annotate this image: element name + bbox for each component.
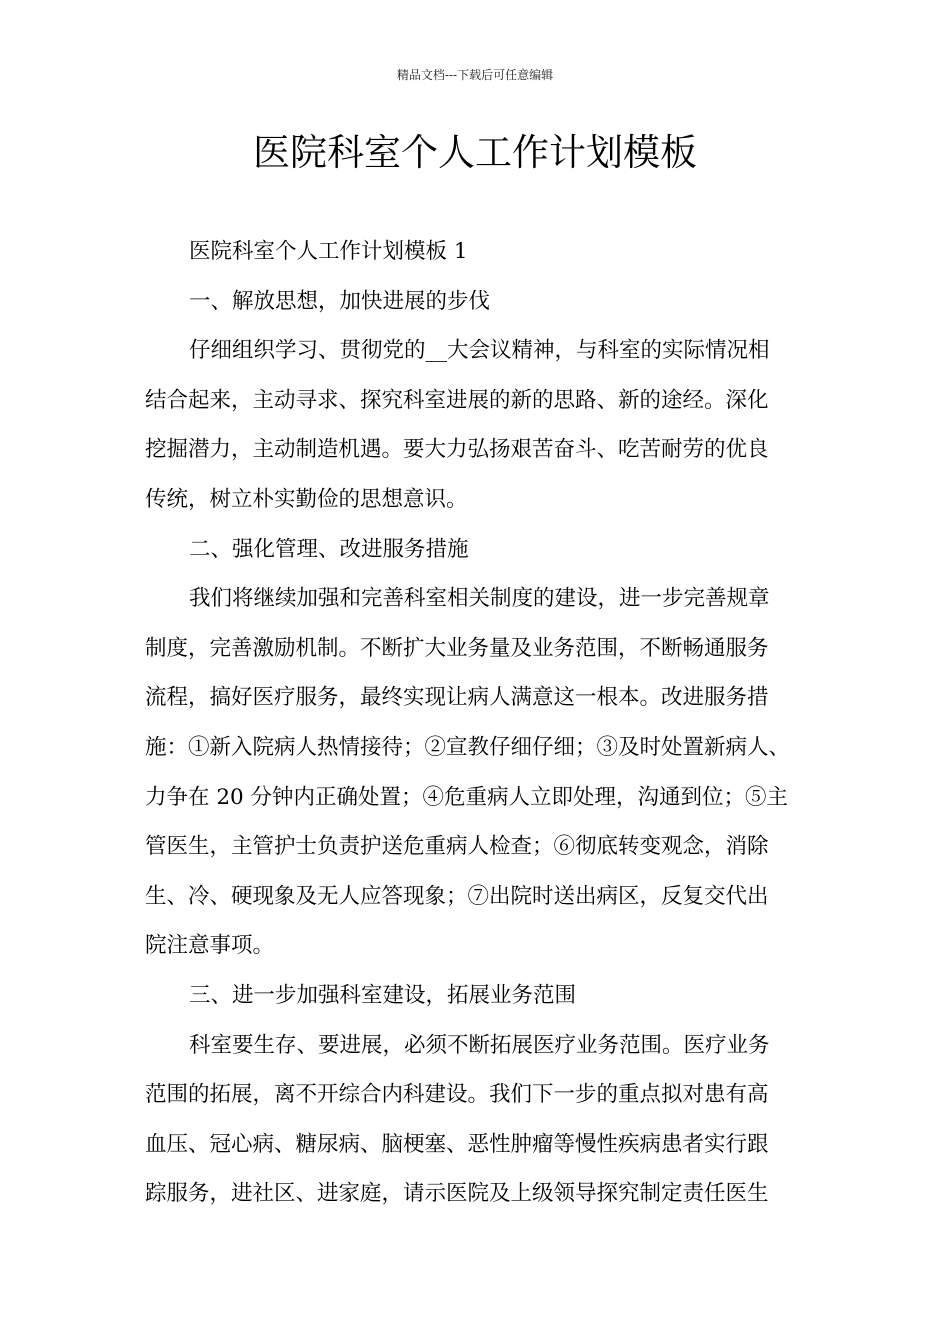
paragraph-line: 挖掘潜力，主动制造机遇。要大力弘扬艰苦奋斗、吃苦耐劳的优良: [145, 437, 769, 463]
section-heading-3: 三、进一步加强科室建设，拓展业务范围: [189, 982, 577, 1008]
paragraph-line: 仔细组织学习、贯彻党的__大会议精神，与科室的实际情况相: [189, 338, 770, 364]
paragraph-line: 制度，完善激励机制。不断扩大业务量及业务范围，不断畅通服务: [145, 635, 769, 661]
paragraph-line: 流程，搞好医疗服务，最终实现让病人满意这一根本。改进服务措: [145, 685, 769, 711]
document-body: [145, 232, 815, 1224]
page-header: 精品文档---下载后可任意编辑: [396, 68, 554, 82]
document-title: 医院科室个人工作计划模板: [253, 131, 697, 174]
paragraph-line: 施：①新入院病人热情接待；②宣教仔细仔细；③及时处置新病人、: [145, 734, 791, 760]
paragraph-line: 科室要生存、要进展，必须不断拓展医疗业务范围。医疗业务: [189, 1032, 770, 1058]
section-heading-2: 二、强化管理、改进服务措施: [189, 536, 469, 562]
paragraph-line: 院注意事项。: [145, 933, 275, 959]
paragraph-line: 生、冷、硬现象及无人应答现象；⑦出院时送出病区，反复交代出: [145, 883, 769, 909]
section-subtitle: 医院科室个人工作计划模板 1: [189, 239, 468, 264]
paragraph-line: 范围的拓展，离不开综合内科建设。我们下一步的重点拟对患有高: [145, 1082, 769, 1108]
paragraph-line: 我们将继续加强和完善科室相关制度的建设，进一步完善规章: [189, 586, 770, 612]
paragraph-line: 踪服务，进社区、进家庭，请示医院及上级领导探究制定责任医生: [145, 1181, 769, 1207]
paragraph-line: 管医生，主管护士负责护送危重病人检查；⑥彻底转变观念，消除: [145, 834, 769, 860]
section-heading-1: 一、解放思想，加快进展的步伐: [189, 288, 491, 314]
paragraph-line: 血压、冠心病、糖尿病、脑梗塞、恶性肿瘤等慢性疾病患者实行跟: [145, 1131, 769, 1157]
paragraph-line: 传统，树立朴实勤俭的思想意识。: [145, 486, 468, 512]
paragraph-line: 力争在 20 分钟内正确处置；④危重病人立即处理，沟通到位；⑤主: [145, 784, 789, 810]
paragraph-line: 结合起来，主动寻求、探究科室进展的新的思路、新的途经。深化: [145, 387, 769, 413]
